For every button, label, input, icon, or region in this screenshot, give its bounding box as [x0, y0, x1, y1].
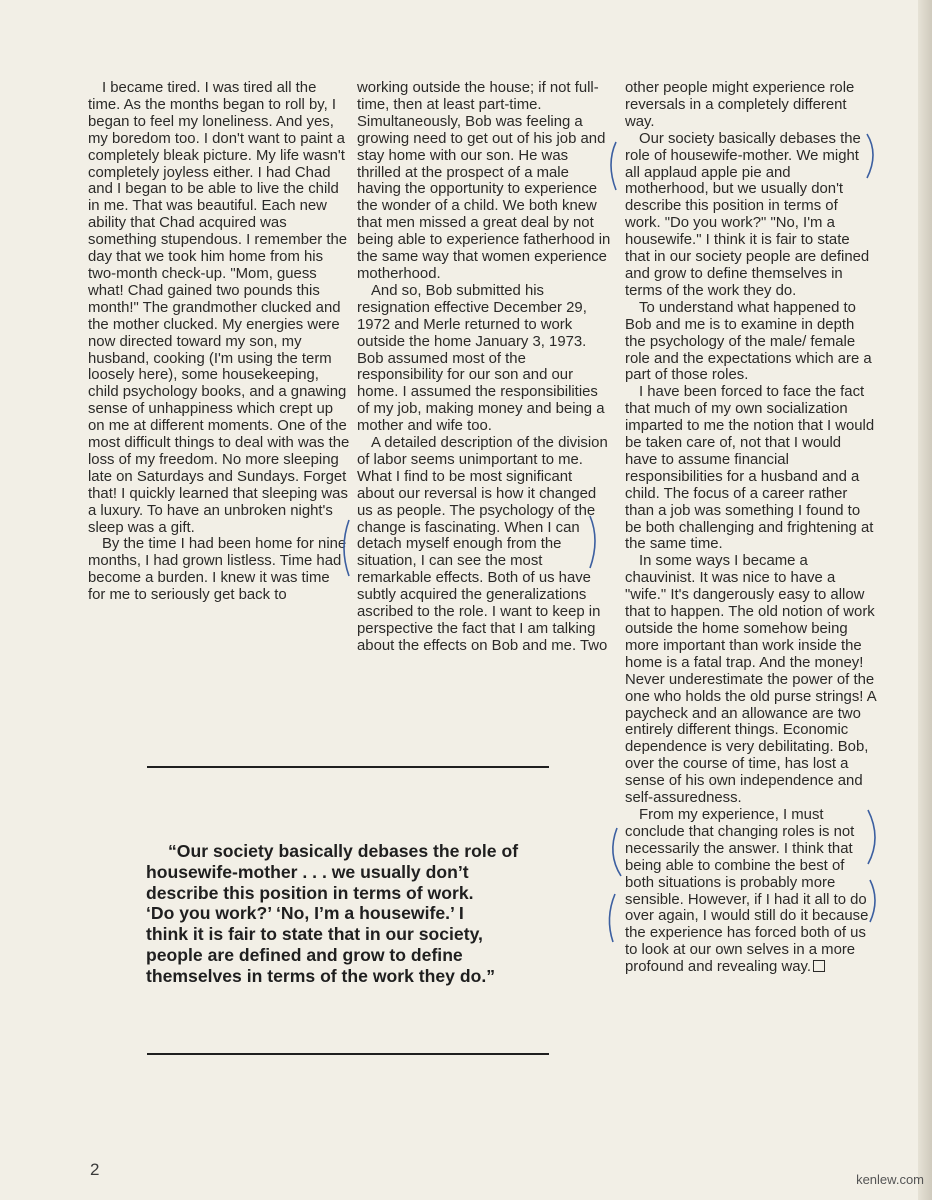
pullquote-line: describe this position in terms of work.: [146, 882, 474, 903]
paragraph: To understand what happened to Bob and me is to examine in depth the psychology of the male/ female role and the expectations which are a part of those roles.: [625, 299, 872, 384]
end-mark-icon: [813, 960, 825, 972]
pen-bracket-right-mark: [863, 132, 879, 182]
paragraph: I became tired. I was tired all the time. As the months began to roll by, I began to feel my loneliness. And yes, my boredom too. I don't want to paint a completely bleak picture. My life wasn't completely joyless either. I had Chad and I began to be able to live the child in me. That was beautiful. Each new ability that Chad acquired was something stupendous. I remember the day that we took him home from his two-month check-up. "Mom, guess what! Chad gained two pounds this month!" The grandmother clucked and the mother clucked. My energies were now directed toward my son, my husband, cooking (I'm using the term loosely here), some housekeeping, child psychology books, and a gnawing sense of unhappiness which crept up on me at different moments. One of the most difficult things to deal with was the loss of my freedom. No more sleeping late on Saturdays and Sundays. Forget that! I quickly learned that sleeping was a luxury. To have an unbroken night's sleep was a gift.: [88, 80, 350, 536]
pen-bracket-left-mark: [337, 516, 353, 580]
paragraph: working outside the house; if not full-time, then at least part-time. Simultaneously, Bob was feeling a growing need to get out of his job and stay home with our son. He was thrilled at the prospect of a male having the opportunity to experience the wonder of a child. We both knew that men missed a great deal by not being able to experience fatherhood in the same way that women experience motherhood.: [357, 80, 611, 282]
article-column-2: [357, 80, 611, 655]
article-column-1: [88, 80, 350, 604]
paragraph: In some ways I became a chauvinist. It was nice to have a "wife." It's dangerously easy to allow that to happen. The old notion of work outside the home somehow being more important than work inside the home is a fatal trap. And the money! Never underestimate the power of the one who holds the old purse strings! A paycheck and an allowance are two entirely different things. Economic dependence is very debilitating. Bob, over the course of time, has lost a sense of his own independence and self-assuredness.: [625, 553, 876, 807]
paragraph-text: From my experience, I must conclude that changing roles is not necessarily the answer. I think that being able to combine the best of both situations is probably more sensible. However, if I had it all to do over again, I would still do it because the experience has forced both of us to look at our own selves in a more profound and revealing way.: [625, 806, 869, 976]
pen-bracket-right-mark: [864, 808, 882, 868]
pullquote-line: housewife-mother . . . we usually don’t: [146, 861, 469, 882]
pullquote-line: themselves in terms of the work they do.”: [146, 965, 496, 986]
paragraph: By the time I had been home for nine months, I had grown listless. Time had become a burden. I knew it was time for me to seriously get back to: [88, 536, 347, 604]
pen-bracket-left-mark: [605, 824, 623, 880]
paragraph: And so, Bob submitted his resignation effective December 29, 1972 and Merle returned to work outside the home January 3, 1973. Bob assumed most of the responsibility for our son and our home. I assumed the responsibilities of my job, making money and being a mother and wife too.: [357, 282, 605, 435]
pullquote-line: people are defined and grow to define: [146, 944, 463, 965]
pullquote-bottom-rule: [147, 1053, 549, 1055]
pullquote: [146, 841, 550, 987]
paragraph: Our society basically debases the role of housewife-mother. We might all applaud apple pie and motherhood, but we usually don't describe this position in terms of work. "Do you work?" "No, I'm a housewife." I think it is fair to state that in our society people are defined and grow to define themselves in terms of the work they do.: [625, 130, 870, 299]
article-column-3: [625, 80, 877, 976]
pullquote-line: ‘Do you work?’ ‘No, I’m a housewife.’ I: [146, 903, 464, 924]
pullquote-top-rule: [147, 766, 549, 768]
pen-bracket-left-mark: [603, 890, 619, 946]
page-edge-shadow: [918, 0, 932, 1200]
page-number: 2: [90, 1160, 100, 1179]
pullquote-line: “Our society basically debases the role of: [168, 841, 519, 861]
paragraph: I have been forced to face the fact that much of my own socialization imparted to me the notion that I would be taken care of, not that I would have to assume financial responsibilities for a husband and a child. The focus of a career rather than a job was something I found to be both challenging and frightening at the same time.: [625, 384, 875, 553]
pen-bracket-right-mark: [586, 512, 602, 572]
watermark: kenlew.com: [856, 1172, 924, 1187]
pen-bracket-left-mark: [604, 138, 620, 194]
pullquote-line: think it is fair to state that in our society,: [146, 924, 483, 945]
paragraph: A detailed description of the division of labor seems unimportant to me. What I find to be most significant about our reversal is how it changed us as people. The psychology of the change is fascinating. When I can detach myself enough from the situation, I can see the most remarkable effects. Both of us have subtly acquired the generalizations ascribed to the role. I want to keep in perspective the fact that I am talking about the effects on Bob and me. Two: [357, 435, 608, 654]
pen-bracket-right-mark: [866, 878, 882, 926]
paragraph: [625, 807, 877, 976]
paragraph: other people might experience role reversals in a completely different way.: [625, 80, 855, 130]
